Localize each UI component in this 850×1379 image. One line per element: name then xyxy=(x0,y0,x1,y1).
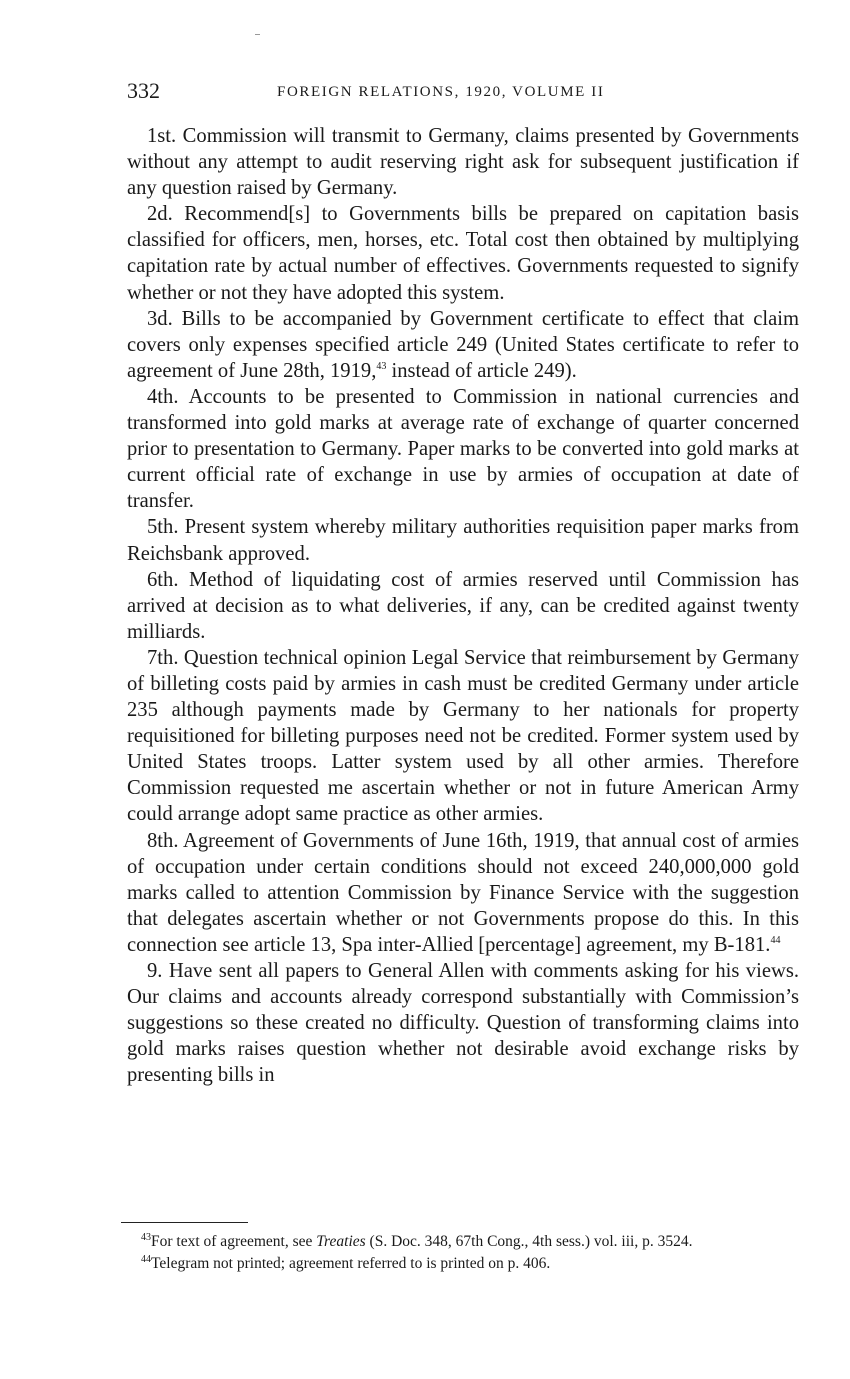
footnote-divider xyxy=(121,1222,248,1223)
footnote-ref-44[interactable]: 44 xyxy=(770,935,781,947)
paragraph-5th xyxy=(127,514,799,566)
paragraph-text: 1st. Commission will transmit to Germany, claims presented by Governments without any attempt to audit reserving right ask for subsequent justification if any question raised by Germany. xyxy=(127,125,799,200)
footnote-emphasis: Treaties xyxy=(316,1233,366,1250)
page-number: 332 xyxy=(127,78,160,103)
body-text xyxy=(127,123,799,1088)
paragraph-7th xyxy=(127,645,799,828)
paragraph-text: 2d. Recommend[s] to Governments bills be prepared on capitation basis classified for officers, men, horses, etc. Total cost then obtained by multiplying capitation rate by actual number of effectives. Governments requested to signify whether or not they have adopted this system. xyxy=(127,203,799,304)
paragraph-9 xyxy=(127,958,799,1088)
footnotes xyxy=(121,1231,799,1277)
footnote-marker: 43 xyxy=(141,1231,151,1243)
paragraph-1st xyxy=(127,123,799,201)
stray-mark xyxy=(255,34,260,35)
paragraph-text: 5th. Present system whereby military authorities requisition paper marks from Reichsbank approved. xyxy=(127,516,799,565)
footnote-44 xyxy=(121,1253,799,1273)
footnote-43 xyxy=(121,1231,799,1251)
paragraph-4th xyxy=(127,384,799,514)
paragraph-text: 8th. Agreement of Governments of June 16th, 1919, that annual cost of armies of occupation under certain conditions should not exceed 240,000,000 gold marks called to attention Commission by Finance Service with the suggestion that delegates ascertain whether or not Governments propose do this. In this connection see article 13, Spa inter-Allied [percentage] agreement, my B-181. xyxy=(127,829,799,956)
footnote-ref-43[interactable]: 43 xyxy=(376,360,387,372)
paragraph-text: 9. Have sent all papers to General Allen with comments asking for his views. Our claims and accounts already correspond substantially with Commission’s suggestions so these created no difficulty. Question of transforming claims into gold marks raises question whether not desirable avoid exchange risks by presenting bills in xyxy=(127,960,799,1087)
footnote-text-continued: (S. Doc. 348, 67th Cong., 4th sess.) vol. iii, p. 3524. xyxy=(365,1233,693,1250)
paragraph-6th xyxy=(127,567,799,645)
page-header xyxy=(127,78,799,108)
paragraph-text-continued: instead of article 249). xyxy=(386,359,577,382)
paragraph-8th xyxy=(127,828,799,958)
running-title: FOREIGN RELATIONS, 1920, VOLUME II xyxy=(277,84,605,100)
paragraph-text: 7th. Question technical opinion Legal Service that reimbursement by Germany of billeting costs paid by armies in cash must be credited Germany under article 235 although payments made by Germany to her nationals for property requisitioned for billeting purposes need not be credited. Former system used by United States troops. Latter system used by all other armies. Therefore Commission requested me ascertain whether or not in future American Army could arrange adopt same practice as other armies. xyxy=(127,646,799,826)
footnote-text: For text of agreement, see xyxy=(151,1233,317,1250)
footnote-marker: 44 xyxy=(141,1253,151,1265)
paragraph-2d xyxy=(127,201,799,305)
paragraph-text: 3d. Bills to be accompanied by Government certificate to effect that claim covers only expenses specified article 249 (United States certificate to refer to agreement of June 28th, 1919, xyxy=(127,307,799,382)
paragraph-text: 4th. Accounts to be presented to Commission in national currencies and transformed into gold marks at average rate of exchange of quarter concerned prior to presentation to Germany. Paper marks to be converted into gold marks at current official rate of exchange in use by armies of occupation at date of transfer. xyxy=(127,385,799,513)
footnote-text: Telegram not printed; agreement referred to is printed on p. 406. xyxy=(151,1254,551,1272)
paragraph-3d xyxy=(127,306,799,384)
paragraph-text: 6th. Method of liquidating cost of armies reserved until Commission has arrived at decision as to what deliveries, if any, can be credited against twenty milliards. xyxy=(127,568,799,643)
